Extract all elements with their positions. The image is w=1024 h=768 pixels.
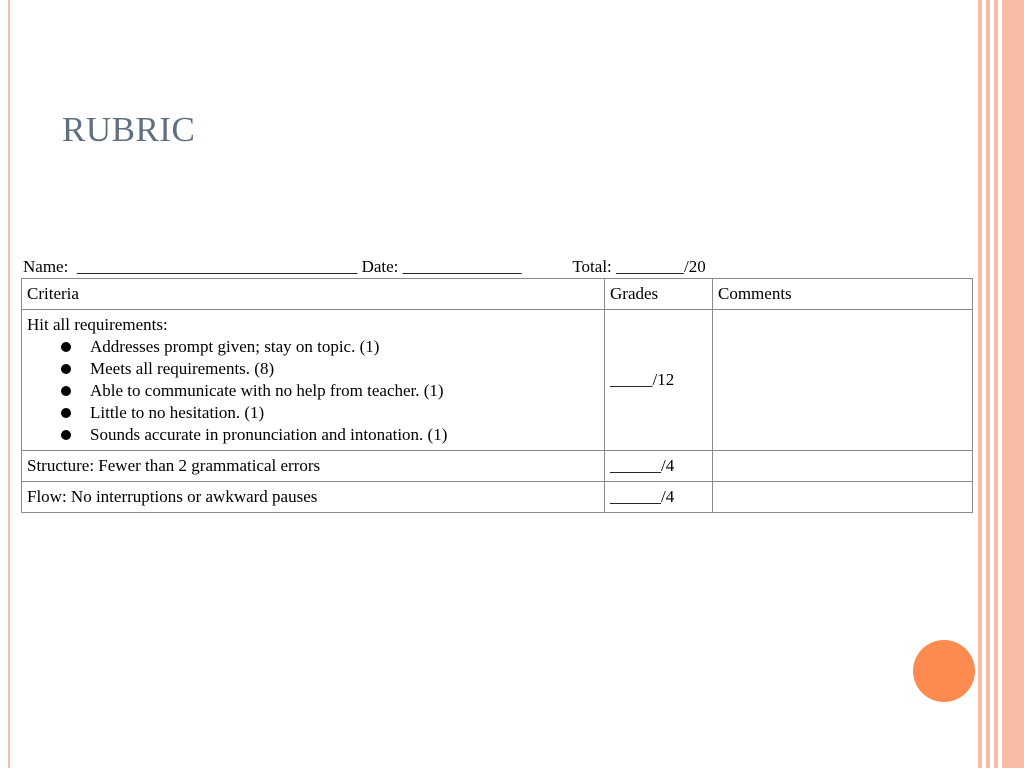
table-row xyxy=(22,482,973,513)
list-item-text: Able to communicate with no help from teacher. (1) xyxy=(90,381,444,400)
right-accent-band xyxy=(1002,0,1024,768)
bullet-icon xyxy=(61,408,71,418)
date-blank: ______________ xyxy=(402,257,522,276)
slide-title: RUBRIC xyxy=(62,110,196,149)
table-row xyxy=(22,451,973,482)
list-item xyxy=(27,402,599,424)
comment-cell xyxy=(713,310,973,451)
grade-cell: _____/12 xyxy=(605,310,713,451)
comment-cell xyxy=(713,451,973,482)
name-label: Name: xyxy=(23,257,69,276)
list-item-text: Addresses prompt given; stay on topic. (1) xyxy=(90,337,380,356)
criteria-heading: Hit all requirements: xyxy=(27,315,168,334)
table-row xyxy=(22,310,973,451)
grade-cell: ______/4 xyxy=(605,482,713,513)
bullet-icon xyxy=(61,386,71,396)
list-item xyxy=(27,380,599,402)
comment-cell xyxy=(713,482,973,513)
right-accent-stripe xyxy=(994,0,998,768)
name-blank: _________________________________ xyxy=(76,257,358,276)
table-header-row xyxy=(22,279,973,310)
list-item-text: Meets all requirements. (8) xyxy=(90,359,275,378)
column-header-comments: Comments xyxy=(713,279,973,310)
orange-circle-decoration xyxy=(913,640,975,702)
rubric-header-line xyxy=(23,257,706,277)
column-header-grades: Grades xyxy=(605,279,713,310)
bullet-icon xyxy=(61,364,71,374)
bullet-icon xyxy=(61,342,71,352)
total-blank: ________/20 xyxy=(616,257,706,276)
list-item-text: Sounds accurate in pronunciation and intonation. (1) xyxy=(90,425,448,444)
list-item xyxy=(27,358,599,380)
rubric-table xyxy=(21,278,973,513)
right-accent-stripe xyxy=(978,0,982,768)
column-header-criteria: Criteria xyxy=(22,279,605,310)
list-item-text: Little to no hesitation. (1) xyxy=(90,403,265,422)
criteria-cell: Structure: Fewer than 2 grammatical errors xyxy=(22,451,605,482)
date-label: Date: xyxy=(361,257,399,276)
left-accent-stripe xyxy=(8,0,10,768)
grade-cell: ______/4 xyxy=(605,451,713,482)
total-label: Total: xyxy=(572,257,612,276)
criteria-cell: Flow: No interruptions or awkward pauses xyxy=(22,482,605,513)
right-accent-stripe xyxy=(986,0,990,768)
criteria-cell xyxy=(22,310,605,451)
list-item xyxy=(27,336,599,358)
list-item xyxy=(27,424,599,446)
requirements-list xyxy=(27,336,599,446)
bullet-icon xyxy=(61,430,71,440)
